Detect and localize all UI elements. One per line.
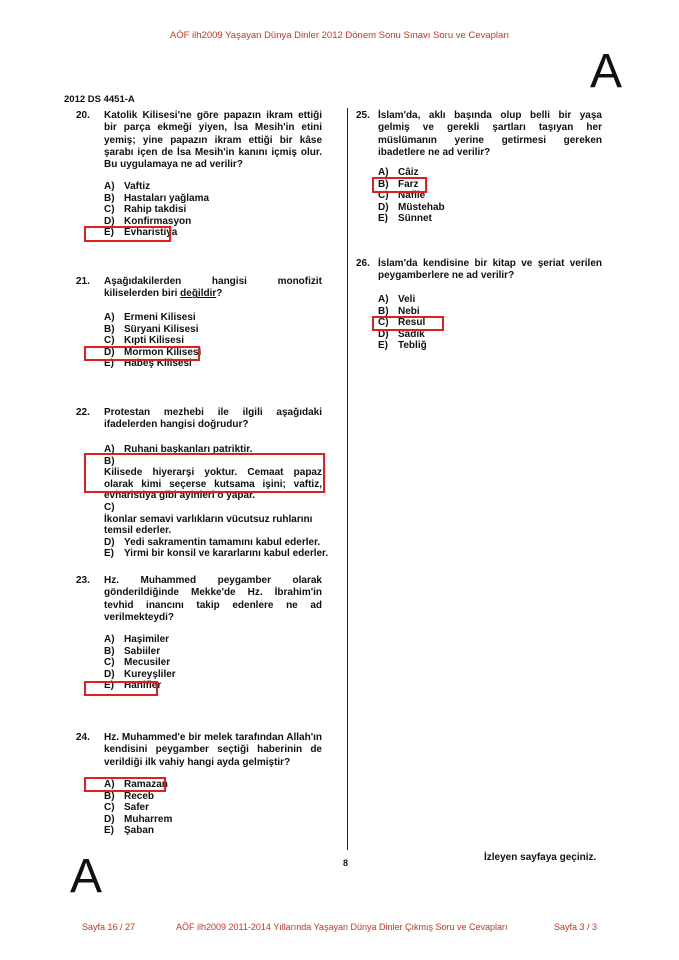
question-number: 21. — [76, 276, 90, 287]
option-e[interactable]: E) Yirmi bir konsil ve kararlarını kabul ederler. — [104, 548, 329, 560]
question-number: 25. — [356, 110, 370, 121]
option-c[interactable]: C)İkonlar semavi varlıkların vücutsuz ruhlarını temsil ederler. — [104, 501, 313, 537]
answer-mark-q24 — [84, 777, 166, 792]
question-number: 20. — [76, 110, 90, 121]
option-c[interactable]: C) Kıpti Kilisesi — [104, 335, 185, 347]
answer-mark-q22 — [84, 453, 325, 493]
question-text: Hz. Muhammed peygamber olarak gönderildiğinde Mekke'de Hz. İbrahim'in tevhid inancını takip edenlere ne ad verilmekteydi? — [104, 575, 322, 623]
next-page-note: İzleyen sayfaya geçiniz. — [484, 852, 597, 863]
question-text: İslam'da kendisine bir kitap ve şeriat verilen peygamberlere ne ad verilir? — [378, 258, 602, 282]
question-text: Protestan mezhebi ile ilgili aşağıdaki ifadelerden hangisi doğrudur? — [104, 407, 322, 431]
option-d[interactable]: D) Yedi sakramentin tamamını kabul ederler. — [104, 536, 321, 548]
option-b[interactable]: B) Nebi — [378, 305, 420, 317]
option-list — [378, 167, 445, 225]
option-b[interactable]: B) Receb — [104, 790, 155, 802]
option-d[interactable]: D) Sâdık — [378, 328, 425, 340]
question-25 — [356, 110, 604, 230]
page-header-title: AÖF ilh2009 Yaşayan Dünya Dinler 2012 Dönem Sonu Sınavı Soru ve Cevapları — [169, 30, 510, 41]
option-e[interactable]: E) Habeş Kilisesi — [104, 358, 192, 370]
question-number: 23. — [76, 575, 90, 586]
question-26 — [356, 258, 604, 358]
answer-mark-q26 — [372, 316, 444, 331]
question-text: Hz. Muhammed'e bir melek tarafından Allah'ın kendisini peygamber seçtiği haberinin de verildiği ilk vahiy hangi ayda gelmiştir? — [104, 732, 322, 768]
option-a[interactable]: A) Câiz — [378, 167, 419, 178]
option-e[interactable]: E) Evharistiya — [104, 227, 178, 239]
option-d[interactable]: D) Kureyşliler — [104, 668, 176, 680]
question-number: 22. — [76, 407, 90, 418]
booklet-letter-bottom: A — [70, 850, 103, 903]
option-b[interactable]: B)Kilisede hiyerarşi yoktur. Cemaat papaz olarak kimi seçerse kutsama işini; vaftiz, evharistiya gibi ayinleri o yapar. — [104, 455, 322, 502]
booklet-letter-top: A — [590, 45, 623, 98]
option-e[interactable]: E) Şaban — [104, 825, 155, 837]
option-c[interactable]: C) Resul — [378, 317, 426, 329]
page-number: 8 — [343, 858, 349, 868]
option-a[interactable]: A) Haşimiler — [104, 634, 170, 645]
option-a[interactable]: A) Ramazan — [104, 779, 168, 790]
document-code: 2012 DS 4451-A — [64, 94, 135, 105]
footer-page-left: Sayfa 16 / 27 — [82, 922, 136, 932]
column-divider — [347, 108, 348, 850]
option-b[interactable]: B) Farz — [378, 178, 419, 190]
question-text: İslam'da, aklı başında olup belli bir yaşa gelmiş ve gerekli şartları taşıyan her müslümanın yerine getirmesi gereken ibadetlere ne ad verilir? — [378, 110, 602, 158]
question-21 — [76, 276, 322, 376]
option-e[interactable]: E) Sünnet — [378, 213, 432, 225]
footer-title: AÖF ilh2009 2011-2014 Yıllarında Yaşayan Dünya Dinler Çıkmış Soru ve Cevapları — [176, 922, 508, 932]
question-text: Aşağıdakilerden hangisi monofizit kiliselerden biri değildir? — [104, 276, 322, 300]
answer-mark-q21 — [84, 346, 200, 361]
option-d[interactable]: D) Mormon Kilisesi — [104, 346, 202, 358]
question-20 — [76, 110, 322, 240]
answer-mark-q20 — [84, 226, 171, 242]
answer-mark-q23 — [84, 681, 158, 696]
question-number: 26. — [356, 258, 370, 269]
footer-page-right: Sayfa 3 / 3 — [554, 922, 598, 932]
option-d[interactable]: D) Muharrem — [104, 813, 173, 825]
answer-mark-q25 — [372, 177, 427, 193]
option-a[interactable]: A) Vaftiz — [104, 181, 151, 192]
option-c[interactable]: C) Safer — [104, 802, 150, 814]
option-b[interactable]: B) Süryani Kilisesi — [104, 323, 199, 335]
option-b[interactable]: B) Sabiiler — [104, 645, 161, 657]
option-c[interactable]: C) Mecusiler — [104, 657, 171, 669]
option-d[interactable]: D) Müstehab — [378, 201, 445, 213]
option-a[interactable]: A) Ruhani başkanları patriktir. — [104, 444, 253, 455]
option-b[interactable]: B) Hastaları yağlama — [104, 192, 210, 204]
option-list — [104, 312, 201, 370]
option-d[interactable]: D) Konfirmasyon — [104, 215, 192, 227]
option-e[interactable]: E) Hanifler — [104, 680, 162, 692]
question-number: 24. — [76, 732, 90, 743]
option-a[interactable]: A) Veli — [378, 294, 416, 305]
option-c[interactable]: C) Nafile — [378, 190, 426, 202]
question-text: Katolik Kilisesi'ne göre papazın ikram ettiği bir parça ekmeği yiyen, İsa Mesih'in etini yemiş; yine papazın ikram ettiği bir kâse şarabı içen de İsa Mesih'in kanını içmiş olur. Bu uygulamaya ne ad verilir? — [104, 110, 322, 171]
option-a[interactable]: A) Ermeni Kilisesi — [104, 312, 196, 323]
option-c[interactable]: C) Rahip takdisi — [104, 204, 187, 216]
option-e[interactable]: E) Tebliğ — [378, 340, 427, 352]
